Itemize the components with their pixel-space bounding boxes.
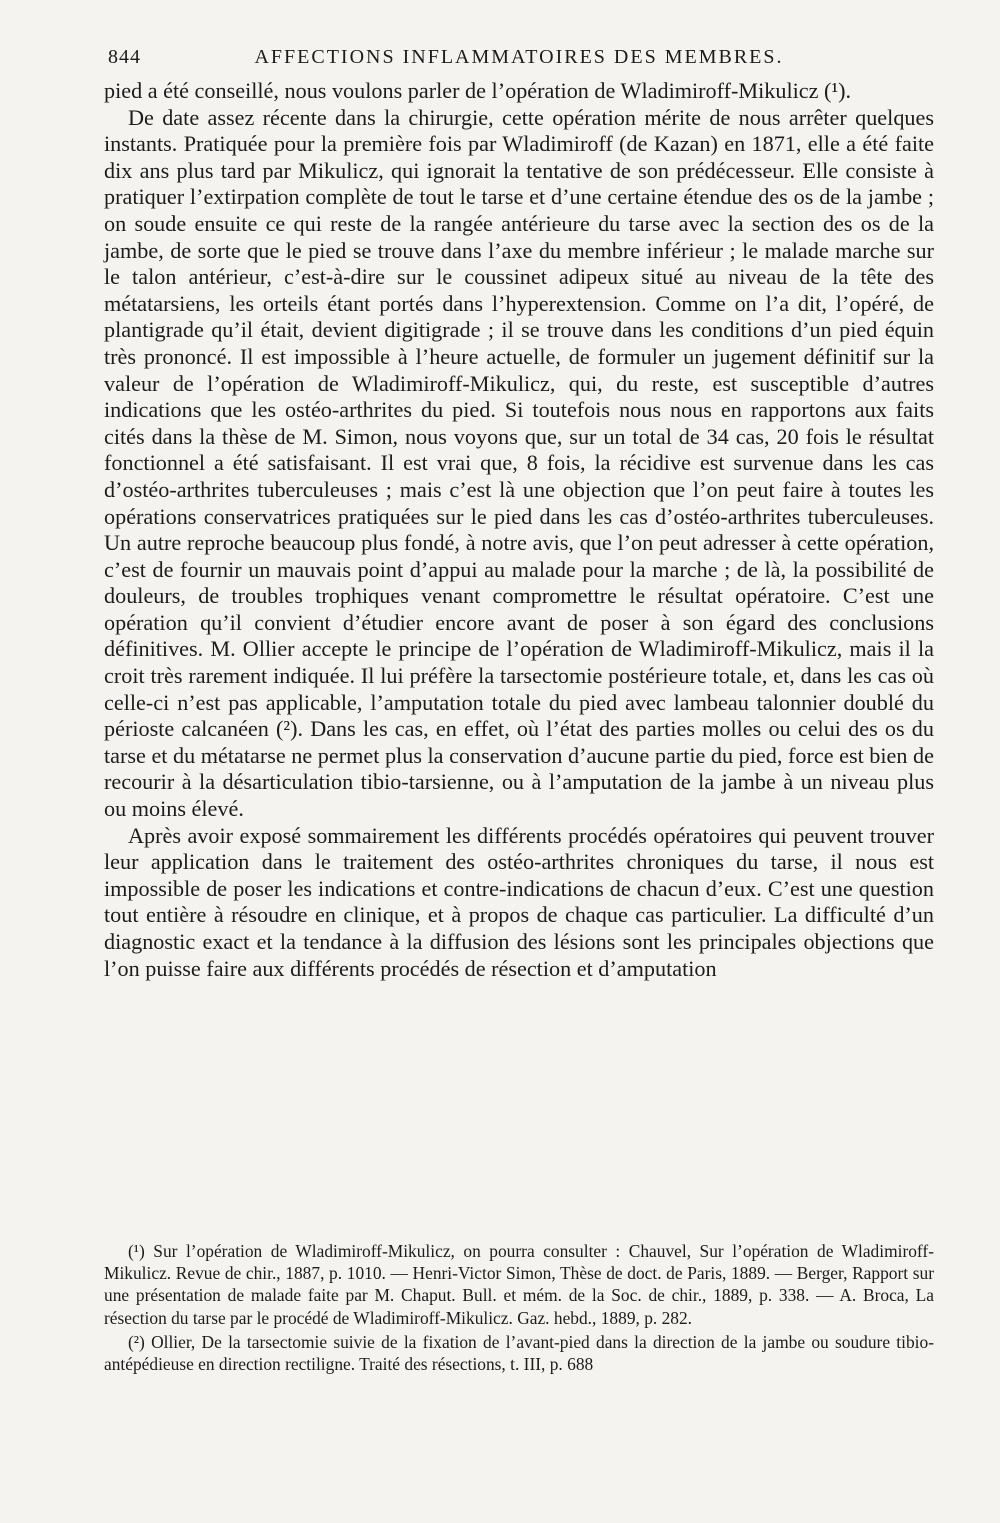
paragraph-1: pied a été conseillé, nous voulons parler de l’opération de Wladimiroff-Mikulicz (¹). [104, 78, 852, 103]
footnotes [104, 1240, 934, 1377]
body-text [104, 78, 934, 982]
page-header [108, 38, 930, 74]
footnote-1: (¹) Sur l’opération de Wladimiroff-Mikulicz, on pourra consulter : Chauvel, Sur l’opération de Wladimiroff-Mikulicz. Revue de chir., 1887, p. 1010. — Henri-Victor Simon, Thèse de doct. de Paris, 1889. — Berger, Rapport sur une présentation de malade faite par M. Chaput. Bull. et mém. de la Soc. de chir., 1889, p. 338. — A. Broca, La résection du tarse par le procédé de Wladimiroff-Mikulicz. Gaz. hebd., 1889, p. 282. [104, 1241, 934, 1328]
page-number: 844 [108, 46, 141, 68]
footnote-2: (²) Ollier, De la tarsectomie suivie de la fixation de l’avant-pied dans la direction de la jambe ou soudure tibio-antépédieuse en direction rectiligne. Traité des résections, t. III, p. 688 [104, 1331, 934, 1375]
running-title: AFFECTIONS INFLAMMATOIRES DES MEMBRES. [254, 46, 784, 68]
paragraph-2: De date assez récente dans la chirurgie, cette opération mérite de nous arrêter quelques instants. Pratiquée pour la première fois par Wladimiroff (de Kazan) en 1871, elle a été faite dix ans plus tard par Mikulicz, qui ignorait la tentative de son prédécesseur. Elle consiste à pratiquer l’extirpation complète de tout le tarse et d’une certaine étendue des os de la jambe ; on soude ensuite ce qui reste de la rangée antérieure du tarse avec la section des os de la jambe, de sorte que le pied se trouve dans l’axe du membre inférieur ; le malade marche sur le talon antérieur, c’est-à-dire sur le coussinet adipeux situé au niveau de la tête des métatarsiens, les orteils étant portés dans l’hyperextension. Comme on l’a dit, l’opéré, de plantigrade qu’il était, devient digitigrade ; il se trouve dans les conditions d’un pied équin très prononcé. Il est impossible à l’heure actuelle, de formuler un jugement définitif sur la valeur de l’opération de Wladimiroff-Mikulicz, qui, du reste, est susceptible d’autres indications que les ostéo-arthrites du pied. Si toutefois nous nous en rapportons aux faits cités dans la thèse de M. Simon, nous voyons que, sur un total de 34 cas, 20 fois le résultat fonctionnel a été satisfaisant. Il est vrai que, 8 fois, la récidive est survenue dans les cas d’ostéo-arthrites tuberculeuses ; mais c’est là une objection que l’on peut faire à toutes les opérations conservatrices pratiquées sur le pied dans les cas d’ostéo-arthrites tuberculeuses. Un autre reproche beaucoup plus fondé, à notre avis, que l’on peut adresser à cette opération, c’est de fournir un mauvais point d’appui au malade pour la marche ; de là, la possibilité de douleurs, de troubles trophiques venant compromettre le résultat opératoire. C’est une opération qu’il convient d’étudier encore avant de poser à son égard des conclusions définitives. M. Ollier accepte le principe de l’opération de Wladimiroff-Mikulicz, mais il la croit très rarement indiquée. Il lui préfère la tarsectomie postérieure totale, et, dans les cas où celle-ci n’est pas applicable, l’amputation totale du pied avec lambeau talonnier doublé du périoste calcanéen (²). Dans les cas, en effet, où l’état des parties molles ou celui des os du tarse et du métatarse ne permet plus la conservation d’aucune partie du pied, force est bien de recourir à la désarticulation tibio-tarsienne, ou à l’amputation de la jambe à un niveau plus ou moins élevé. [104, 104, 934, 822]
paragraph-3: Après avoir exposé sommairement les différents procédés opératoires qui peuvent trouver leur application dans le traitement des ostéo-arthrites chroniques du tarse, il nous est impossible de poser les indications et contre-indications de chacun d’eux. C’est une question tout entière à résoudre en clinique, et à propos de chaque cas particulier. La difficulté d’un diagnostic exact et la tendance à la diffusion des lésions sont les principales objections que l’on puisse faire aux différents procédés de résection et d’amputation [104, 822, 934, 981]
